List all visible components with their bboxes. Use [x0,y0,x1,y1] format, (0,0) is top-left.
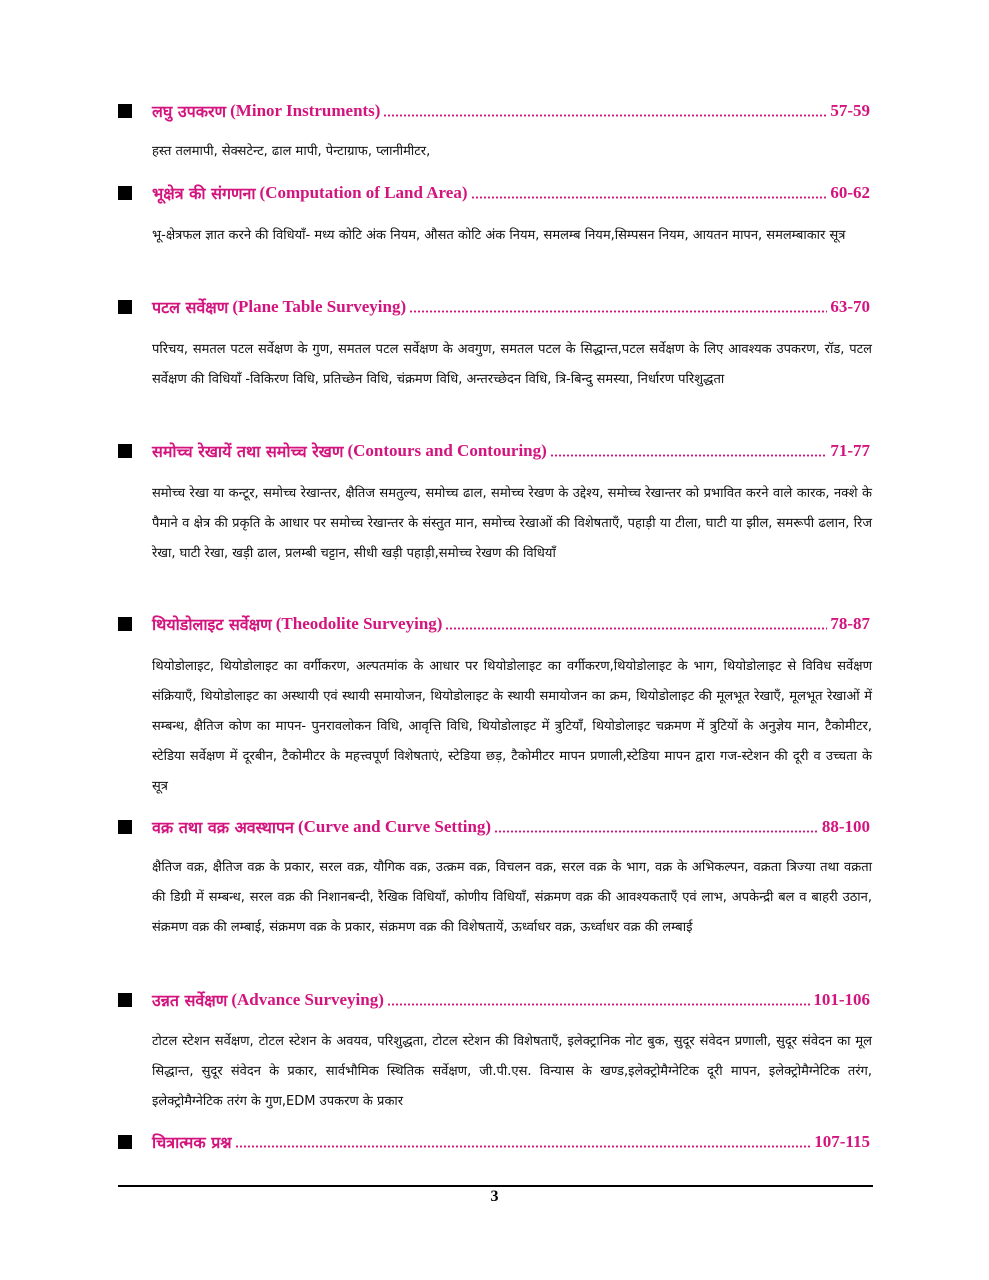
square-bullet-icon [118,1135,132,1149]
page-range: 101-106 [813,990,870,1009]
toc-heading[interactable] [118,814,870,840]
dot-leader [387,1003,810,1006]
section-title: लघु उपकरण [152,102,227,121]
page-range: 57-59 [830,101,870,120]
toc-heading[interactable] [118,438,870,464]
toc-heading[interactable] [118,294,870,320]
section-description: क्षैतिज वक्र, क्षैतिज वक्र के प्रकार, सरल वक्र, यौगिक वक्र, उत्क्रम वक्र, विचलन वक्र, सरल वक्र के भाग, वक्र के अभिकल्पन, वक्रता त्रिज्या तथा वक्रता की डिग्री में सम्बन्ध, सरल वक्र की निशानबन्दी, रैखिक विधियाँ, कोणीय विधियाँ, संक्रमण वक्र की आवश्यकताएँ एवं लाभ, अपकेन्द्री बल व बाहरी उठान, संक्रमण वक्र की लम्बाई, संक्रमण वक्र के प्रकार, संक्रमण वक्र की विशेषतायें, ऊर्ध्वाधर वक्र, ऊर्ध्वाधर वक्र की लम्बाई [152,860,872,935]
section-description: हस्त तलमापी, सेक्सटेन्ट, ढाल मापी, पेन्टाग्राफ, प्लानीमीटर, [152,144,431,159]
page-number: 3 [490,1188,499,1205]
dot-leader [445,627,827,630]
page-range: 60-62 [830,183,870,202]
toc-heading[interactable] [118,611,870,637]
section-description: समोच्च रेखा या कन्टूर, समोच्च रेखान्तर, क्षैतिज समतुल्य, समोच्च ढाल, समोच्च रेखण के उद्देश्य, समोच्च रेखान्तर को प्रभावित करने वाले कारक, नक्शे के पैमाने व क्षेत्र की प्रकृति के आधार पर समोच्च रेखान्तर के संस्तुत मान, समोच्च रेखाओं की विशेषताएँ, पहाड़ी या टीला, घाटी या झील, समरूपी ढलान, रिज रेखा, घाटी रेखा, खड़ी ढाल, प्रलम्बी चट्टान, सीधी खड़ी पहाड़ी,समोच्च रेखण की विधियाँ [152,486,872,561]
footer-rule [118,1185,873,1187]
section-description: भू-क्षेत्रफल ज्ञात करने की विधियाँ- मध्य कोटि अंक नियम, औसत कोटि अंक नियम, समलम्ब नियम,सिम्पसन नियम, आयतन मापन, समलम्बाकार सूत्र [152,228,846,243]
dot-leader [550,454,828,457]
section-title-english: (Curve and Curve Setting) [297,817,492,836]
section-title: भूक्षेत्र की संगणना [152,184,256,203]
section-title: थियोडोलाइट सर्वेक्षण [152,615,272,634]
section-description: परिचय, समतल पटल सर्वेक्षण के गुण, समतल पटल सर्वेक्षण के अवगुण, समतल पटल के सिद्धान्त,पटल सर्वेक्षण के लिए आवश्यक उपकरण, रॉड, पटल सर्वेक्षण की विधियाँ -विकिरण विधि, प्रतिच्छेन विधि, चंक्रमण विधि, अन्तरच्छेदन विधि, त्रि-बिन्दु समस्या, निर्धारण परिशुद्धता [152,342,872,387]
section-title-english: (Theodolite Surveying) [275,614,443,633]
section-title: समोच्च रेखायें तथा समोच्च रेखण [152,442,344,461]
section-title-english: (Advance Surveying) [231,990,384,1009]
dot-leader [471,196,828,199]
page-range: 71-77 [830,441,870,460]
dot-leader [383,114,827,117]
toc-heading[interactable] [118,1129,870,1155]
square-bullet-icon [118,820,132,834]
section-title: चित्रात्मक प्रश्न [152,1133,232,1152]
page-range: 63-70 [830,297,870,316]
section-title-english: (Plane Table Surveying) [232,297,407,316]
page-range: 107-115 [814,1132,870,1151]
section-description: टोटल स्टेशन सर्वेक्षण, टोटल स्टेशन के अवयव, परिशुद्धता, टोटल स्टेशन की विशेषताएँ, इलेक्ट्रानिक नोट बुक, सुदूर संवेदन प्रणाली, सुदूर संवेदन का मूल सिद्धान्त, सुदूर संवेदन के प्रकार, सार्वभौमिक स्थितिक सर्वेक्षण, जी.पी.एस. विन्यास के खण्ड,इलेक्ट्रोमैग्नेटिक दूरी मापन, इलेक्ट्रोमैग्नेटिक तरंग, इलेक्ट्रोमैग्नेटिक तरंग के गुण,EDM उपकरण के प्रकार [152,1034,872,1109]
square-bullet-icon [118,300,132,314]
square-bullet-icon [118,104,132,118]
section-title: पटल सर्वेक्षण [152,298,229,317]
square-bullet-icon [118,186,132,200]
toc-heading[interactable] [118,987,870,1013]
square-bullet-icon [118,444,132,458]
dot-leader [494,830,819,833]
dot-leader [235,1145,812,1148]
toc-heading[interactable] [118,180,870,206]
section-title-english: (Minor Instruments) [230,101,381,120]
page-range: 78-87 [830,614,870,633]
dot-leader [409,310,827,313]
section-title: वक्र तथा वक्र अवस्थापन [152,818,294,837]
section-description: थियोडोलाइट, थियोडोलाइट का वर्गीकरण, अल्पतमांक के आधार पर थियोडोलाइट का वर्गीकरण,थियोडोलाइट के भाग, थियोडोलाइट से विविध सर्वेक्षण संक्रियाएँ, थियोडोलाइट का अस्थायी एवं स्थायी समायोजन, थियोडोलाइट के स्थायी समायोजन का क्रम, थियोडोलाइट की मूलभूत रेखाएँ, मूलभूत रेखाओं में सम्बन्ध, क्षैतिज कोण का मापन- पुनरावलोकन विधि, आवृत्ति विधि, थियोडोलाइट में त्रुटियाँ, थियोडोलाइट चक्रमण में त्रुटियों के अनुज्ञेय मान, टैकोमीटर, स्टेडिया सर्वेक्षण में दूरबीन, टैकोमीटर के महत्त्वपूर्ण विशेषताएं, स्टेडिया छड़, टैकोमीटर मापन प्रणाली,स्टेडिया मापन द्वारा गज-स्टेशन की दूरी व उच्चता के सूत्र [152,659,872,794]
section-title: उन्नत सर्वेक्षण [152,991,228,1010]
section-title-english: (Computation of Land Area) [259,183,468,202]
section-title-english: (Contours and Contouring) [347,441,547,460]
square-bullet-icon [118,617,132,631]
square-bullet-icon [118,993,132,1007]
toc-heading[interactable] [118,98,870,124]
page-range: 88-100 [821,817,870,836]
